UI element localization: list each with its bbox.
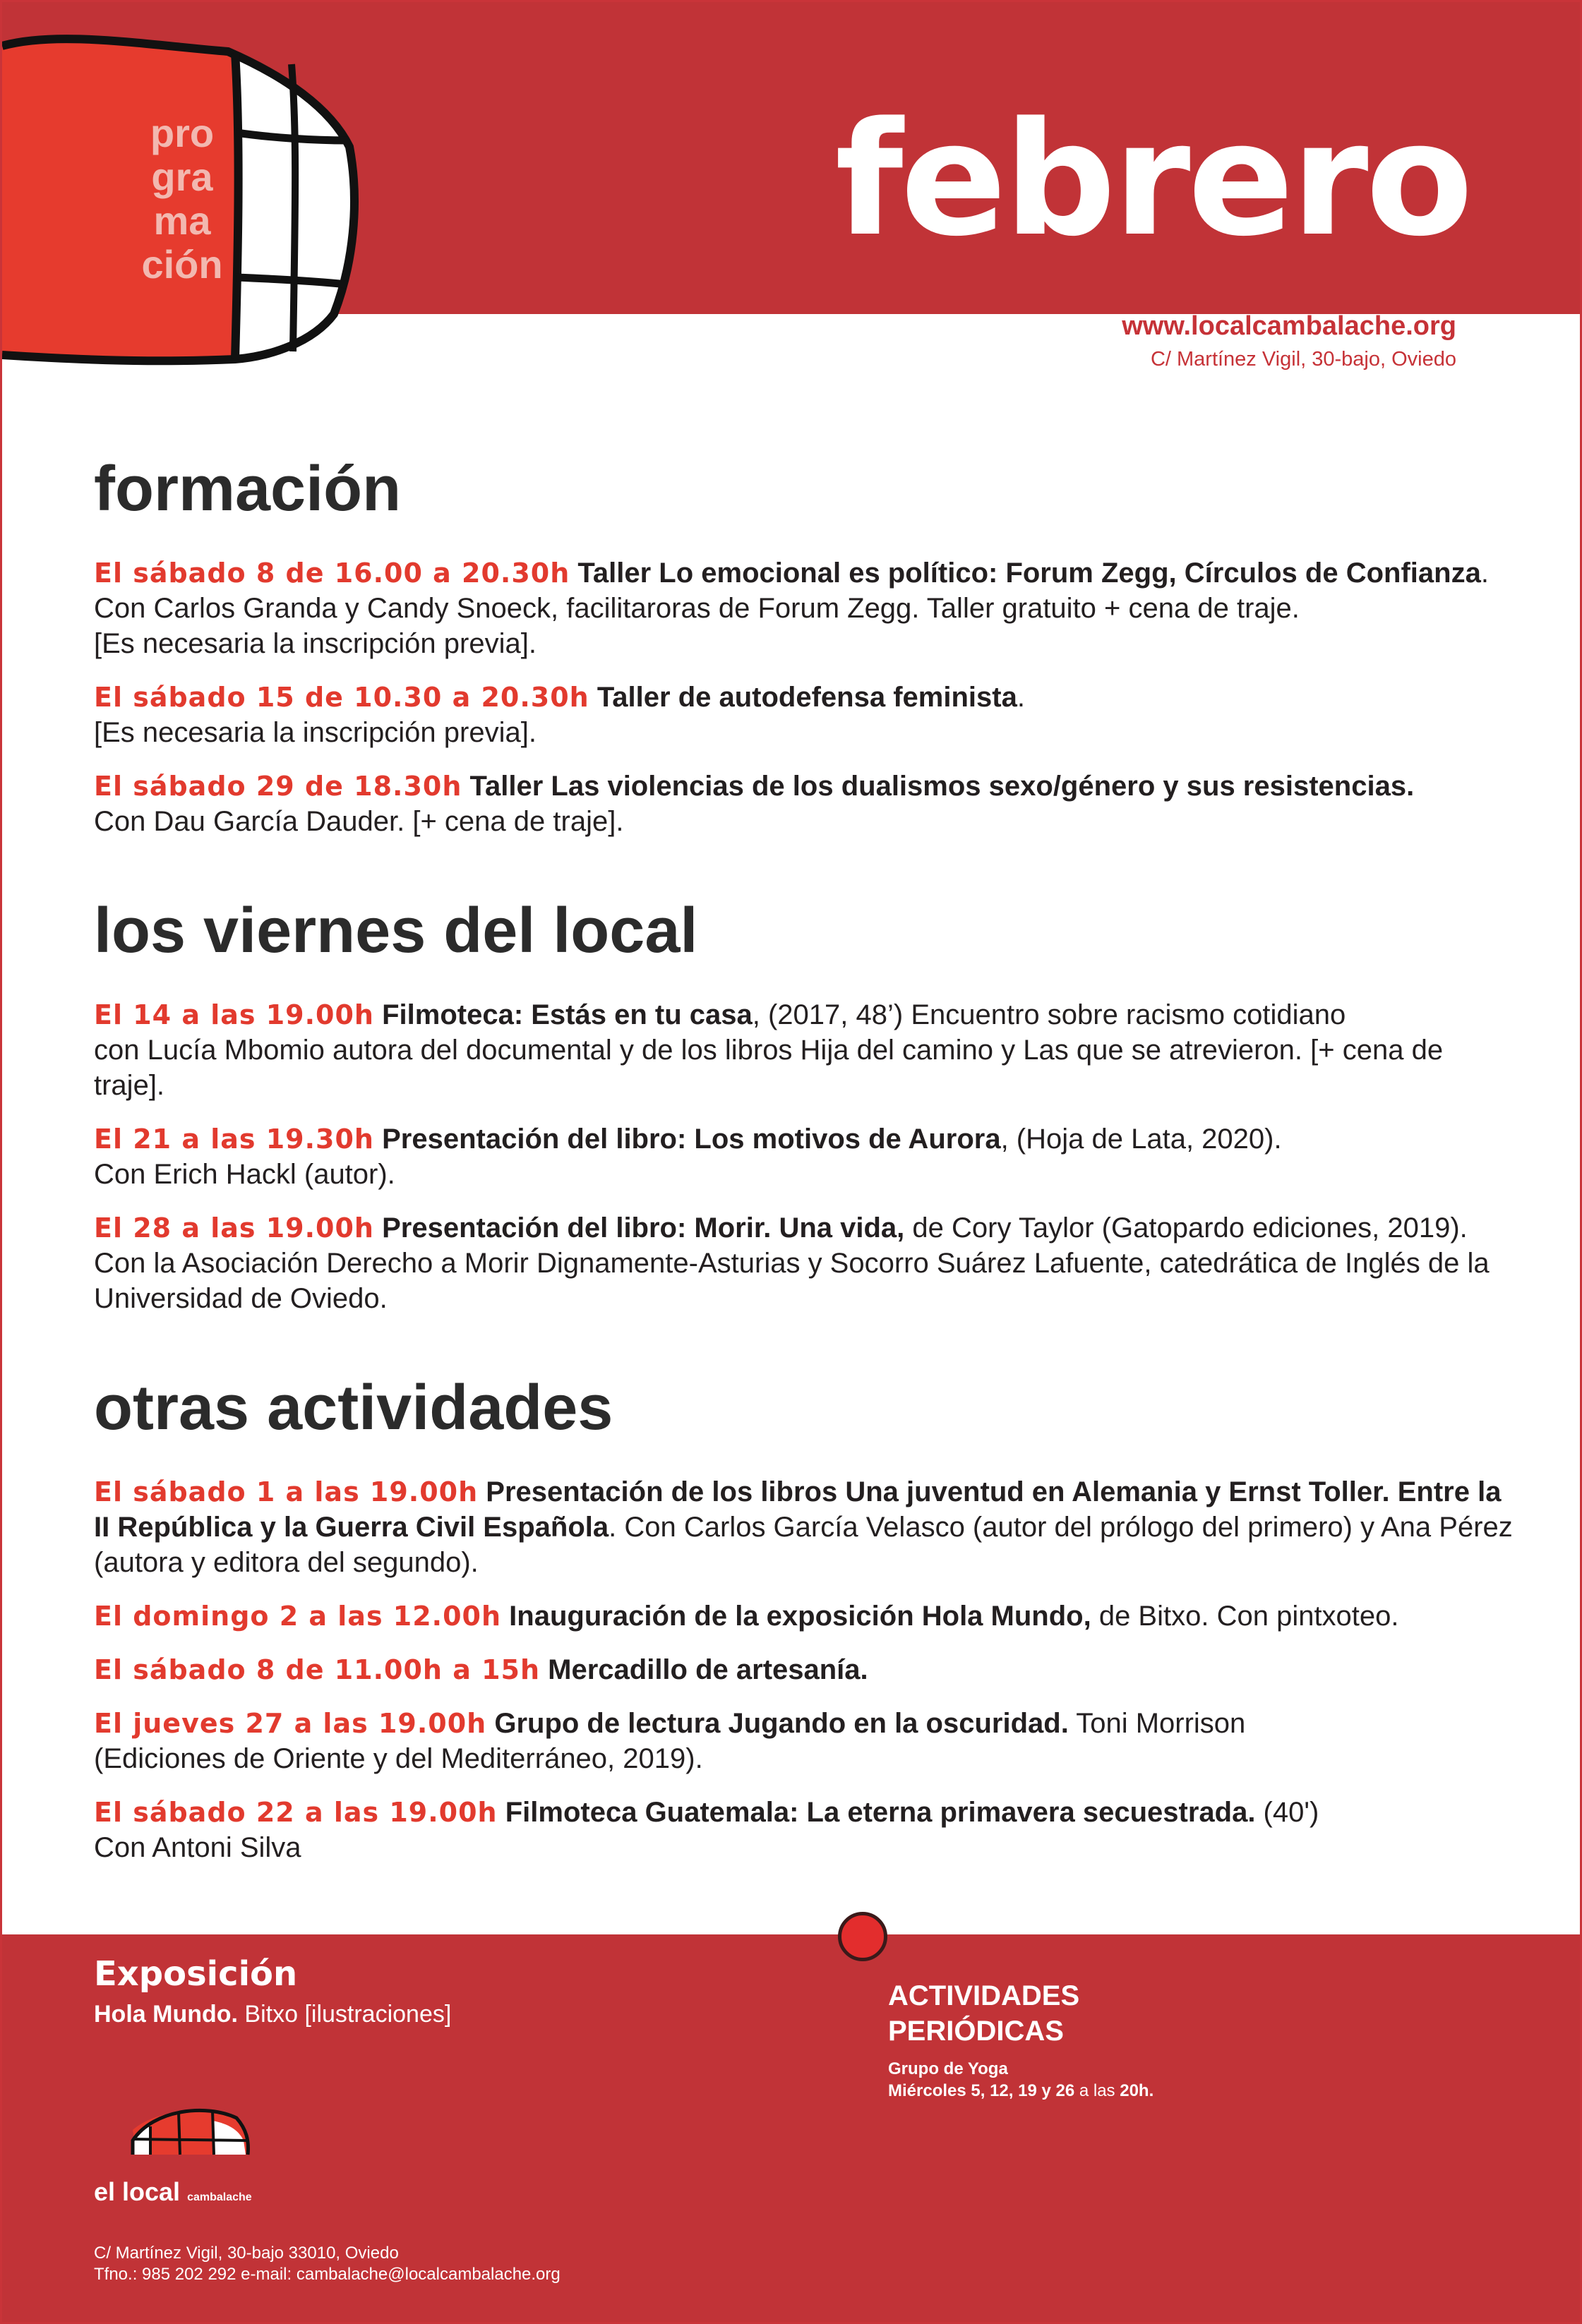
event-title: Presentación del libro: Morir. Una vida, xyxy=(382,1212,905,1244)
periodic-activities-heading: ACTIVIDADES PERIÓDICAS xyxy=(888,1980,1080,2047)
event-extra: Con la Asociación Derecho a Morir Dignamente-Asturias y Socorro Suárez Lafuente, catedrática de Inglés de la Universidad de Oviedo. xyxy=(94,1248,1490,1314)
section-viernes xyxy=(94,896,1513,1316)
prog-line-1: pro xyxy=(150,111,215,155)
event-title: Taller Lo emocional es político: Forum Zegg, Círculos de Confianza xyxy=(577,558,1481,589)
website-link[interactable]: www.localcambalache.org xyxy=(1122,311,1456,341)
prog-line-2: gra xyxy=(151,155,213,199)
event-text: (40') xyxy=(1255,1797,1319,1828)
section-title: otras actividades xyxy=(94,1373,613,1443)
event-title: Presentación del libro: Los motivos de Aurora xyxy=(382,1124,1001,1155)
section-otras xyxy=(94,1373,1513,1865)
brand-sub: cambalache xyxy=(187,2191,252,2203)
event-when: El 28 a las 19.00h xyxy=(94,1212,374,1244)
event-when: El jueves 27 a las 19.00h xyxy=(94,1708,487,1739)
program-content xyxy=(94,454,1513,1922)
activity-mid: a las xyxy=(1074,2081,1120,2100)
event-text: de Cory Taylor (Gatopardo ediciones, 2019). xyxy=(904,1212,1468,1244)
event-item xyxy=(94,680,1513,750)
brand-name xyxy=(94,2177,252,2207)
event-when: El sábado 29 de 18.30h xyxy=(94,771,462,802)
activity-schedule xyxy=(888,2081,1153,2101)
event-title: Grupo de lectura Jugando en la oscuridad. xyxy=(494,1708,1069,1739)
header-address: C/ Martínez Vigil, 30-bajo, Oviedo xyxy=(1150,348,1456,371)
event-item xyxy=(94,555,1513,661)
event-when: El sábado 8 de 16.00 a 20.30h xyxy=(94,558,570,589)
prog-line-4: ción xyxy=(141,242,223,287)
event-item xyxy=(94,1795,1513,1865)
event-extra: [Es necesaria la inscripción previa]. xyxy=(94,628,537,659)
small-logo-icon xyxy=(129,2098,256,2169)
section-title: los viernes del local xyxy=(94,896,698,966)
event-title: Taller de autodefensa feminista xyxy=(597,682,1017,713)
brand-main: el local xyxy=(94,2177,181,2206)
event-item xyxy=(94,1598,1513,1634)
exposition-title: Hola Mundo. xyxy=(94,2001,238,2028)
event-when: El sábado 1 a las 19.00h xyxy=(94,1476,479,1507)
event-item xyxy=(94,1210,1513,1316)
event-title: Inauguración de la exposición Hola Mundo, xyxy=(509,1601,1091,1632)
section-formacion xyxy=(94,454,1513,839)
month-title: febrero xyxy=(834,89,1470,271)
programacion-word xyxy=(108,112,256,287)
event-text: de Bitxo. Con pintxoteo. xyxy=(1091,1601,1399,1632)
exposition-heading: Exposición xyxy=(94,1954,298,1994)
event-extra: Con Dau García Dauder. [+ cena de traje]. xyxy=(94,806,624,837)
exposition-detail: Bitxo [ilustraciones] xyxy=(237,2001,452,2028)
event-extra: (Ediciones de Oriente y del Mediterráneo, 2019). xyxy=(94,1743,703,1774)
event-item xyxy=(94,1121,1513,1192)
event-item xyxy=(94,1706,1513,1776)
event-extra: Con Erich Hackl (autor). xyxy=(94,1159,395,1190)
event-item xyxy=(94,997,1513,1103)
activity-days: Miércoles 5, 12, 19 y 26 xyxy=(888,2081,1075,2100)
exposition-text xyxy=(94,2001,451,2028)
event-when: El sábado 8 de 11.00h a 15h xyxy=(94,1654,541,1685)
event-when: El sábado 22 a las 19.00h xyxy=(94,1797,498,1828)
contact-phone-email[interactable]: Tfno.: 985 202 292 e-mail: cambalache@localcambalache.org xyxy=(94,2265,561,2284)
event-text: . xyxy=(1017,682,1025,713)
prog-line-3: ma xyxy=(153,198,211,243)
event-item xyxy=(94,1652,1513,1687)
section-title: formación xyxy=(94,454,402,524)
red-dot-icon xyxy=(838,1912,887,1961)
event-text: , (Hoja de Lata, 2020). xyxy=(1000,1124,1282,1155)
event-when: El domingo 2 a las 12.00h xyxy=(94,1601,502,1632)
event-extra: (autora y editora del segundo). xyxy=(94,1547,479,1578)
event-text: Toni Morrison xyxy=(1068,1708,1246,1739)
activity-time: 20h. xyxy=(1120,2081,1154,2100)
event-extra: [Es necesaria la inscripción previa]. xyxy=(94,717,537,748)
activity-name: Grupo de Yoga xyxy=(888,2059,1008,2078)
event-when: El 14 a las 19.00h xyxy=(94,999,374,1030)
event-title: Presentación de los libros Una juventud en Alemania y Ernst Toller. Entre la II República y la Guerra Civil Española xyxy=(94,1476,1502,1543)
event-text: , (2017, 48’) Encuentro sobre racismo cotidiano xyxy=(752,999,1346,1030)
event-title: Filmoteca Guatemala: La eterna primavera secuestrada. xyxy=(505,1797,1256,1828)
event-title: Mercadillo de artesanía. xyxy=(548,1654,868,1685)
event-item xyxy=(94,769,1513,839)
event-item xyxy=(94,1474,1513,1580)
event-when: El sábado 15 de 10.30 a 20.30h xyxy=(94,682,589,713)
event-title: Filmoteca: Estás en tu casa xyxy=(382,999,753,1030)
event-text: . Con Carlos García Velasco (autor del prólogo del primero) y Ana Pérez xyxy=(609,1512,1513,1543)
event-text: . Con Carlos Granda y Candy Snoeck, facilitaroras de Forum Zegg. Taller gratuito + cena de traje. xyxy=(94,558,1489,624)
event-when: El 21 a las 19.30h xyxy=(94,1124,374,1155)
event-title: Taller Las violencias de los dualismos sexo/género y sus resistencias. xyxy=(469,771,1415,802)
contact-address: C/ Martínez Vigil, 30-bajo 33010, Oviedo xyxy=(94,2244,399,2263)
event-extra: con Lucía Mbomio autora del documental y de los libros Hija del camino y Las que se atrevieron. [+ cena de traje]. xyxy=(94,1035,1444,1101)
event-extra: Con Antoni Silva xyxy=(94,1832,301,1863)
